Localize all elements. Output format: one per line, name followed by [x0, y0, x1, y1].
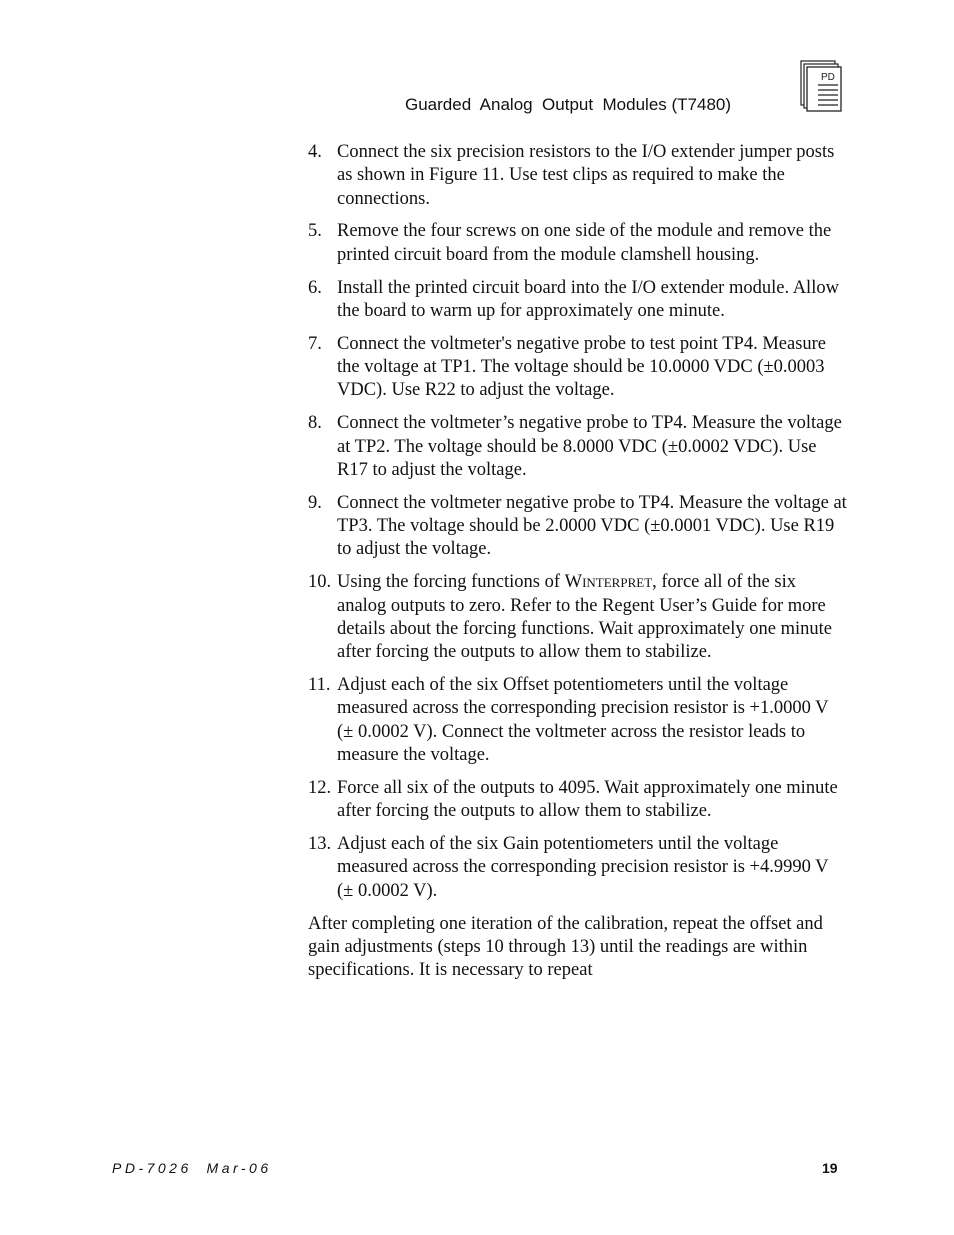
step-text: Connect the voltmeter negative probe to TP4. Measure the voltage at TP3. The voltage should be 2.0000 VDC (±0.0001 VDC). Use R19 to adjust the voltage. — [337, 492, 847, 560]
step-number: 10. — [308, 572, 332, 593]
step-item — [308, 412, 848, 482]
step-text: Install the printed circuit board into the I/O extender module. Allow the board to warm up for approximately one minute. — [337, 277, 839, 321]
procedure-content — [308, 141, 848, 982]
step-text: Connect the voltmeter's negative probe to test point TP4. Measure the voltage at TP1. The voltage should be 10.0000 VDC (±0.0003 VDC). Use R22 to adjust the voltage. — [337, 333, 827, 401]
step-text-after: , force all of the six analog outputs to zero. Refer to the Regent User’s Guide for more details about the forcing functions. Wait approximately one minute after forcing the outputs to allow them to stabilize. — [337, 572, 832, 663]
step-text: Remove the four screws on one side of the module and remove the printed circuit board from the module clamshell housing. — [337, 221, 832, 265]
step-number: 12. — [308, 777, 332, 798]
step-text-before: Using the forcing functions of — [337, 572, 565, 593]
step-number: 11. — [308, 675, 331, 696]
step-number: 6. — [308, 277, 322, 298]
step-number: 9. — [308, 492, 322, 513]
step-item — [308, 674, 848, 767]
step-text: Connect the six precision resistors to the I/O extender jumper posts as shown in Figure 11. Use test clips as required to make the connections. — [337, 142, 835, 209]
software-name: Winterpret — [564, 572, 653, 593]
step-item — [308, 141, 848, 211]
step-text — [337, 571, 848, 664]
step-item — [308, 277, 848, 324]
closing-paragraph: After completing one iteration of the calibration, repeat the offset and gain adjustments (steps 10 through 13) until the readings are within specifications. It is necessary to repeat — [308, 913, 823, 981]
step-item — [308, 571, 848, 664]
step-number: 5. — [308, 221, 322, 242]
step-number: 13. — [308, 834, 332, 855]
footer-doc-id: PD-7026 Mar-06 — [112, 1160, 272, 1176]
step-number: 8. — [308, 413, 322, 434]
step-text: Force all six of the outputs to 4095. Wait approximately one minute after forcing the outputs to allow them to stabilize. — [337, 777, 838, 822]
step-text: Connect the voltmeter’s negative probe to TP4. Measure the voltage at TP2. The voltage should be 8.0000 VDC (±0.0002 VDC). Use R17 to adjust the voltage. — [337, 413, 842, 480]
pd-document-icon — [800, 60, 842, 112]
page-number: 19 — [822, 1160, 838, 1176]
step-item — [308, 220, 848, 267]
step-text: Adjust each of the six Gain potentiometers until the voltage measured across the corresponding precision resistor is +4.9990 V (± 0.0002 V). — [337, 834, 829, 901]
step-item — [308, 777, 848, 824]
pd-logo-text: PD — [821, 72, 835, 83]
step-number: 4. — [308, 142, 322, 162]
step-item — [308, 333, 848, 403]
step-item — [308, 492, 848, 562]
running-header-title: Guarded Analog Output Modules (T7480) — [405, 95, 732, 114]
step-item — [308, 833, 848, 903]
step-text: Adjust each of the six Offset potentiometers until the voltage measured across the corresponding precision resistor is +1.0000 V (± 0.0002 V). Connect the voltmeter across the resistor leads to measure the voltage. — [337, 675, 829, 765]
step-number: 7. — [308, 333, 322, 354]
